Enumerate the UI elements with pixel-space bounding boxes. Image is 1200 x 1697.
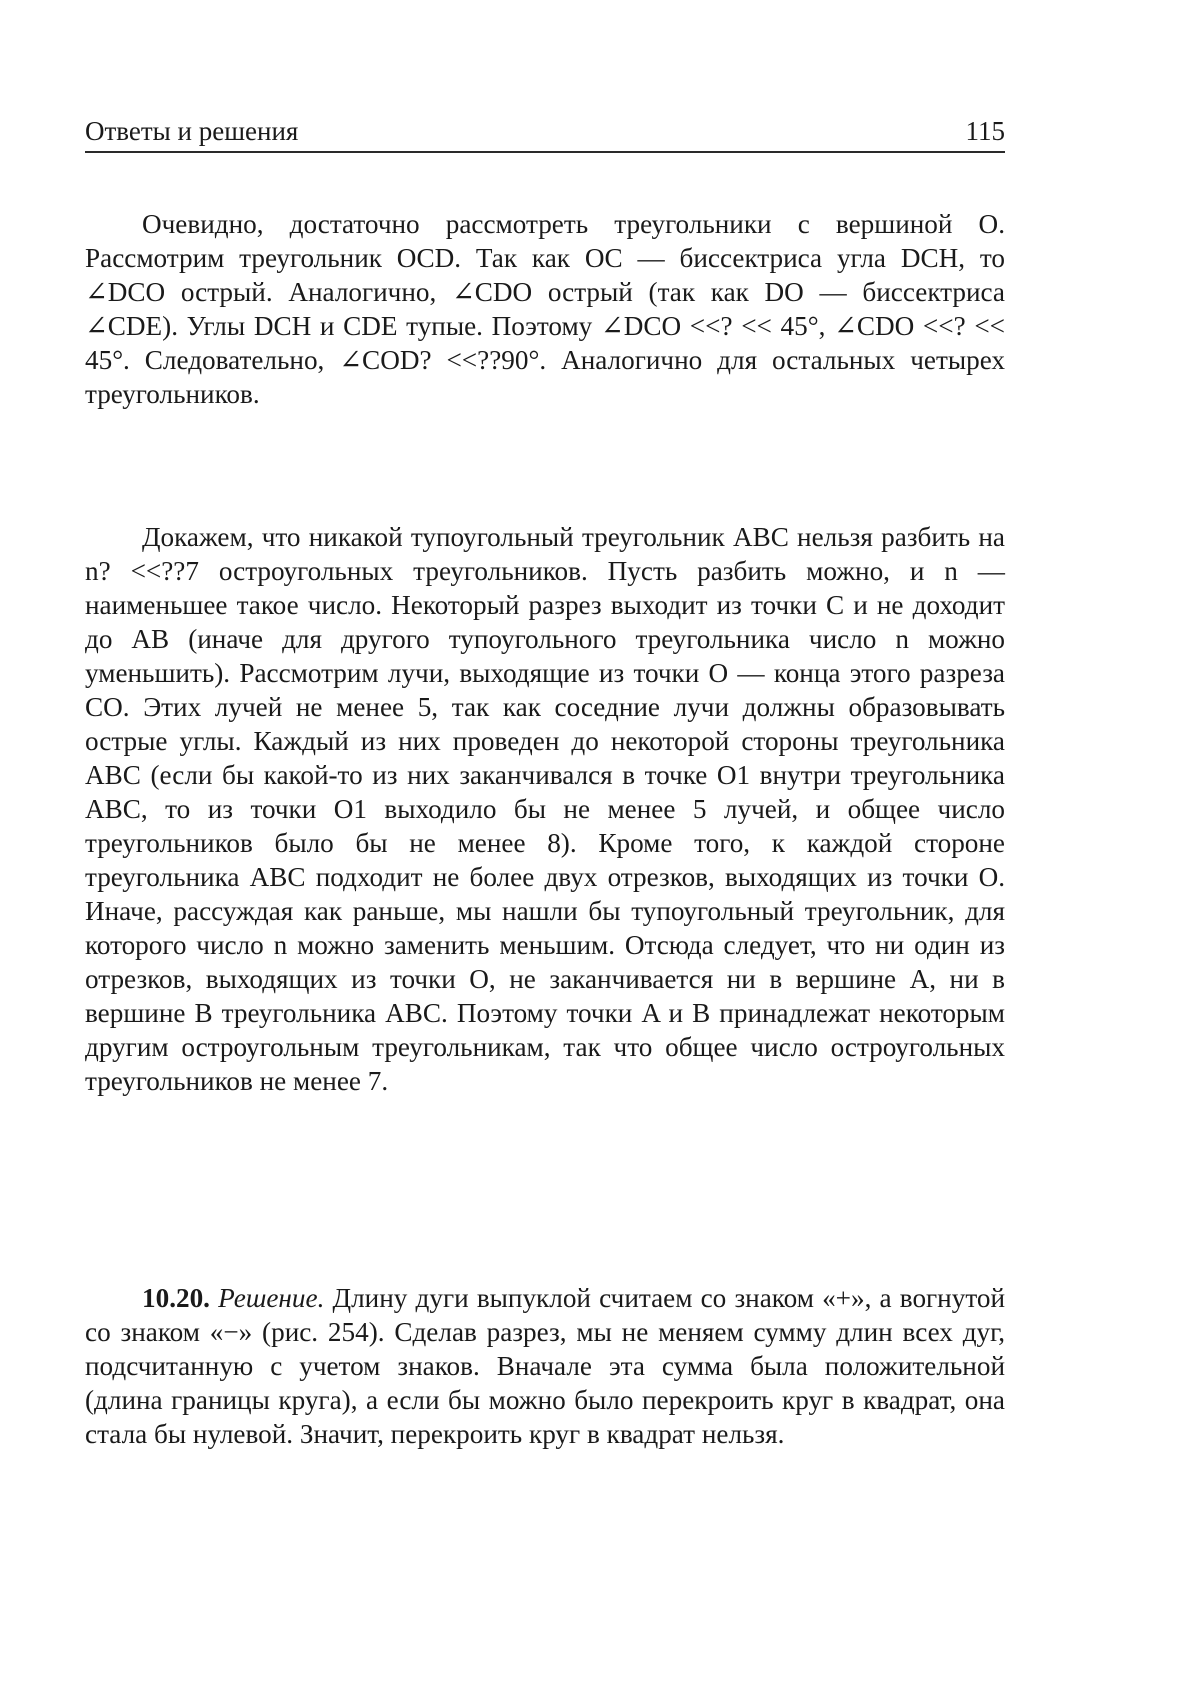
solution-paragraph	[85, 1281, 1005, 1451]
page-number: 115	[966, 116, 1006, 147]
paragraph-text: Очевидно, достаточно рассмотреть треугольники с вершиной O. Рассмотрим треугольник OCD. Так как OC — биссектриса угла DCH, то ∠DCO острый. Аналогично, ∠CDO острый (так как DO — биссектриса ∠CDE). Углы DCH и CDE тупые. Поэтому ∠DCO <<? << 45°, ∠CDO <<? << 45°. Следовательно, ∠COD? <<??90°. Аналогично для остальных четырех треугольников.	[85, 207, 1005, 411]
solution-10-20	[85, 1281, 1005, 1451]
solution-text: Длину дуги выпуклой считаем со знаком «+», а вогнутой со знаком «−» (рис. 254). Сделав разрез, мы не меняем сумму длин всех дуг, подсчитанную с учетом знаков. Вначале эта сумма была положительной (длина границы круга), а если бы можно было перекроить круг в квадрат, она стала бы нулевой. Значит, перекроить круг в квадрат нельзя.	[85, 1283, 1005, 1449]
book-page	[0, 0, 1200, 1697]
paragraph-obtuse-triangle-proof	[85, 520, 1005, 1098]
paragraph-text: Докажем, что никакой тупоугольный треугольник ABC нельзя разбить на n? <<??7 остроугольных треугольников. Пусть разбить можно, и n — наименьшее такое число. Некоторый разрез выходит из точки C и не доходит до AB (иначе для другого тупоугольного треугольника число n можно уменьшить). Рассмотрим лучи, выходящие из точки O — конца этого разреза CO. Этих лучей не менее 5, так как соседние лучи должны образовывать острые углы. Каждый из них проведен до некоторой стороны треугольника ABC (если бы какой-то из них заканчивался в точке O1 внутри треугольника ABC, то из точки O1 выходило бы не менее 5 лучей, и общее число треугольников было бы не менее 8). Кроме того, к каждой стороне треугольника ABC подходит не более двух отрезков, выходящих из точки O. Иначе, рассуждая как раньше, мы нашли бы тупоугольный треугольник, для которого число n можно заменить меньшим. Отсюда следует, что ни один из отрезков, выходящих из точки O, не заканчивается ни в вершине A, ни в вершине B треугольника ABC. Поэтому точки A и B принадлежат некоторым другим остроугольным треугольникам, так что общее число остроугольных треугольников не менее 7.	[85, 520, 1005, 1098]
running-head-title: Ответы и решения	[85, 116, 298, 147]
running-head	[85, 113, 1005, 153]
paragraph-acute-triangles	[85, 207, 1005, 411]
solution-label: Решение.	[218, 1283, 324, 1313]
problem-number: 10.20.	[142, 1283, 210, 1313]
